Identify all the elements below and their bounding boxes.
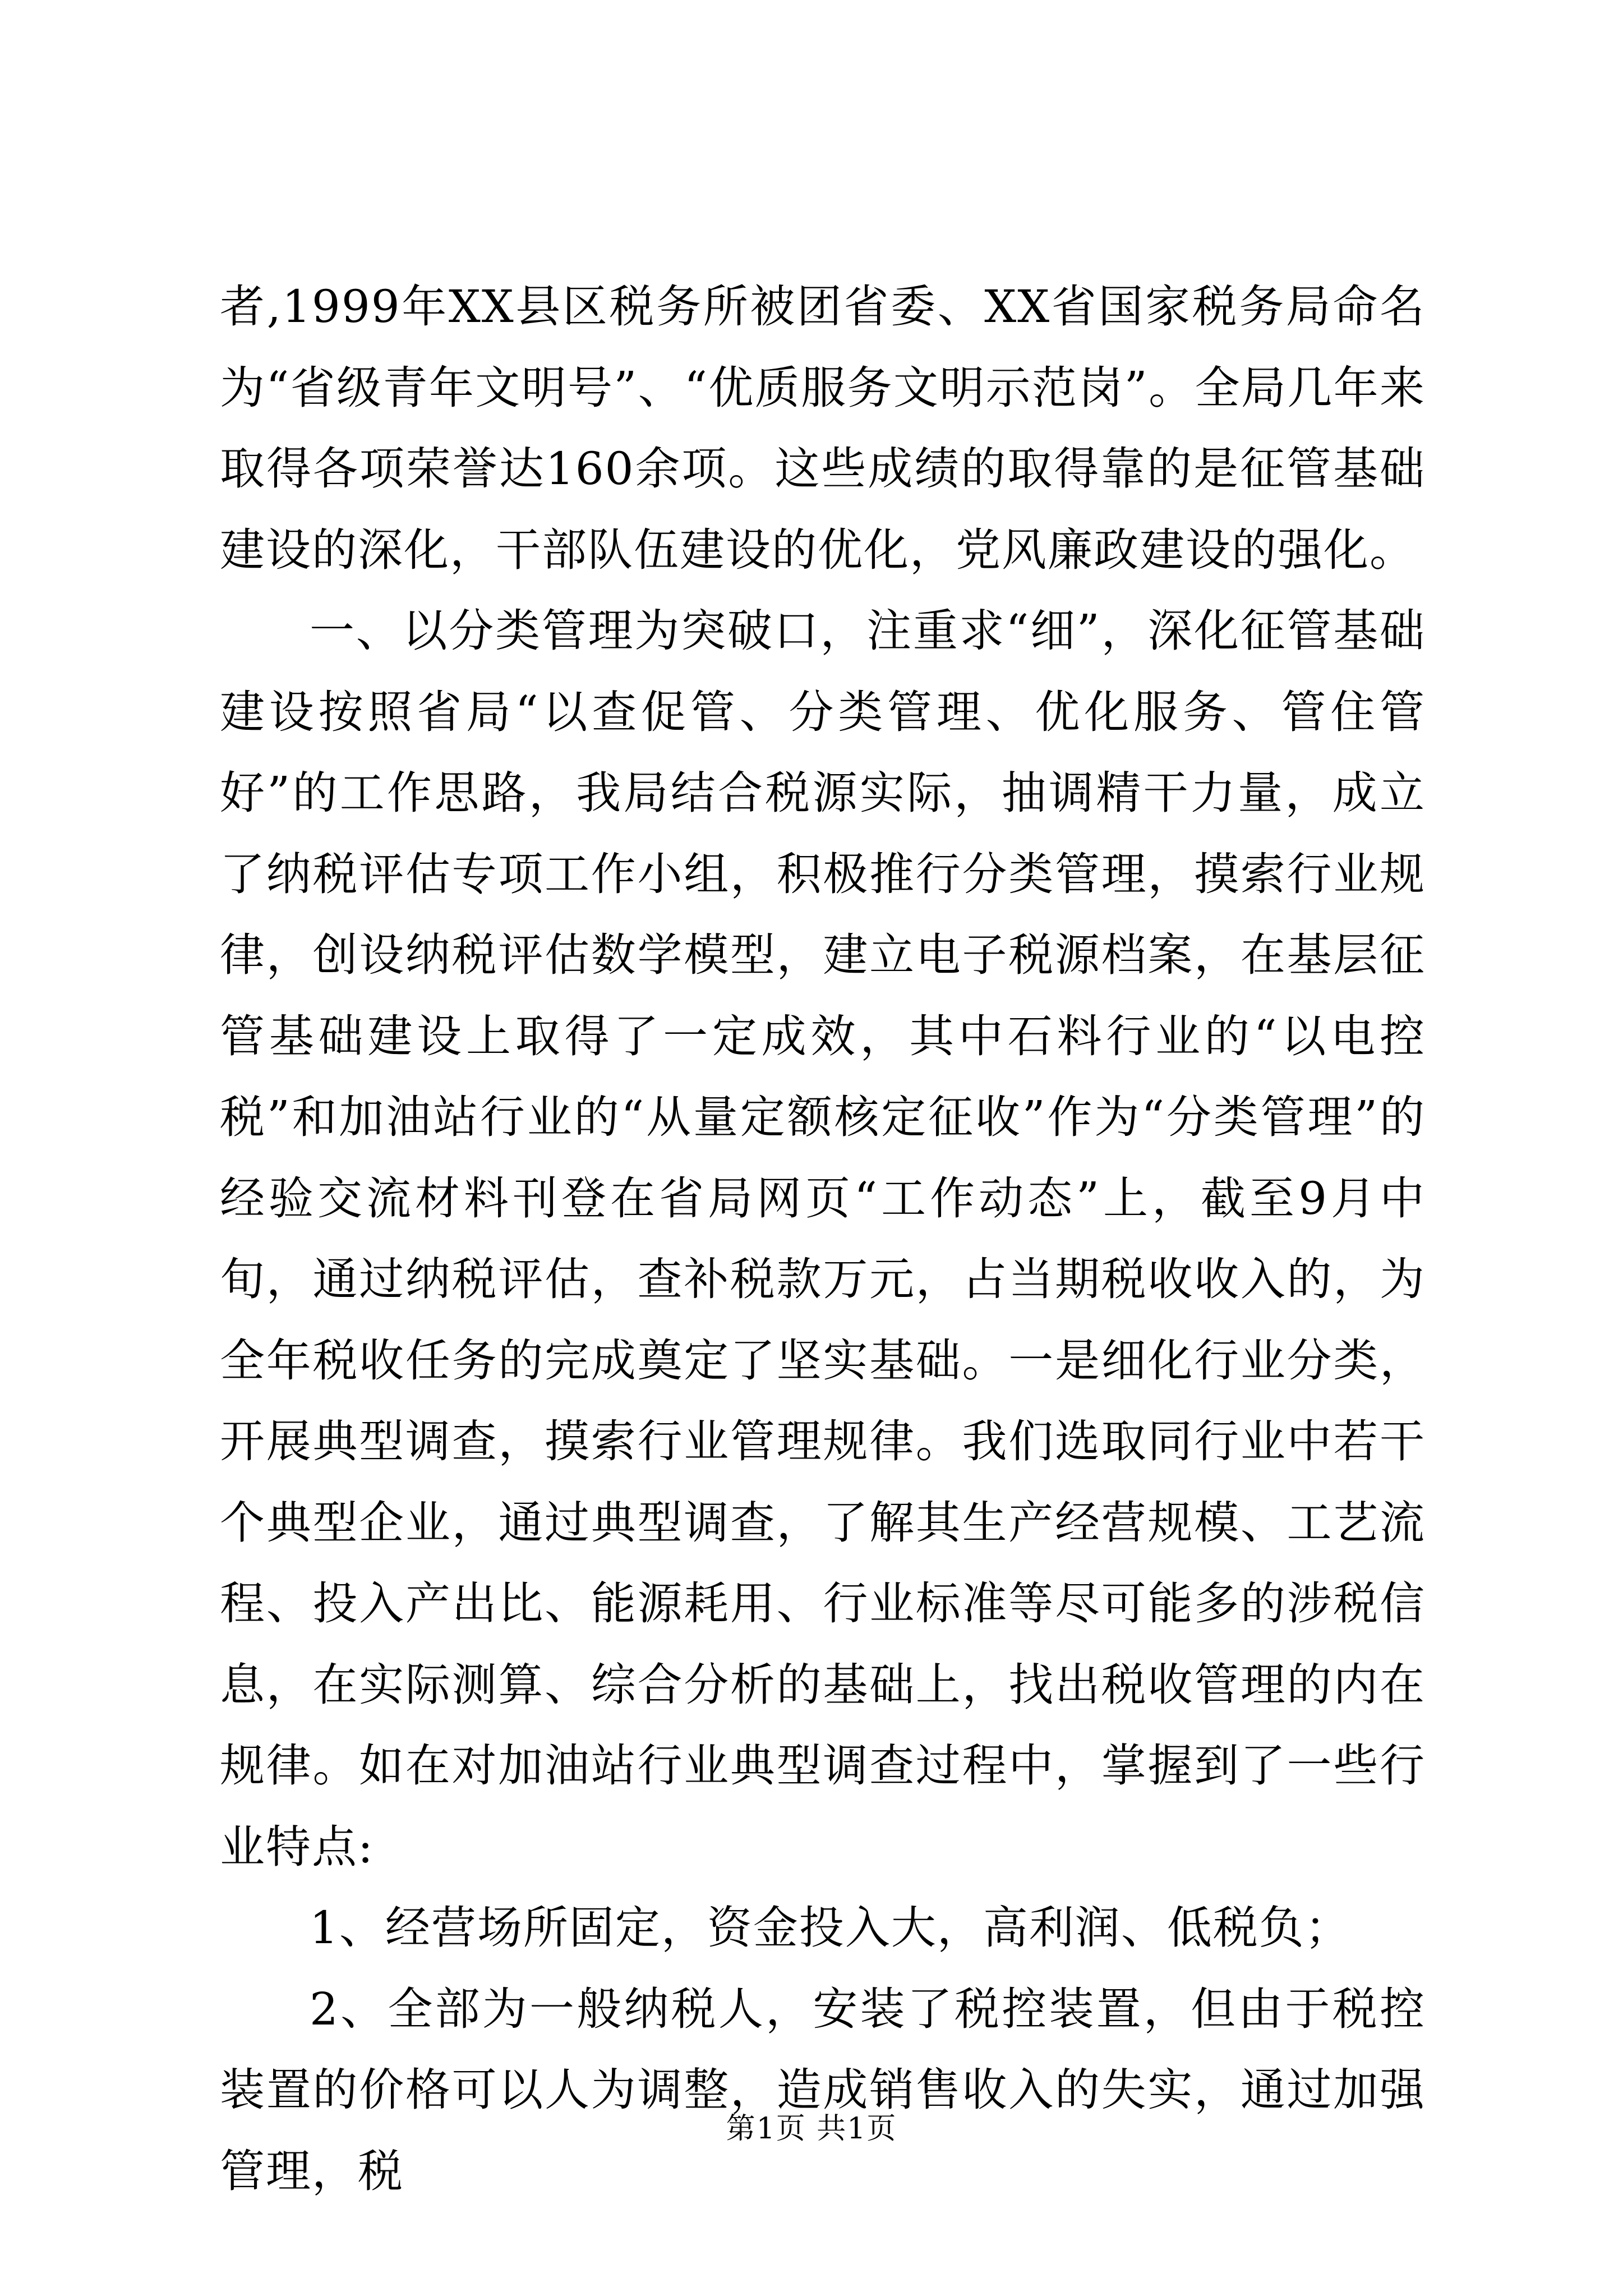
page-footer: 第1页 共1页 [726,2112,897,2146]
paragraph-3: 1、经营场所固定，资金投入大，高利润、低税负； [310,1902,1351,1954]
paragraph-1: 者,1999年XX县区税务所被团省委、XX省国家税务局命名为“省级青年文明号”、“优质服务文明示范岗”。全局几年来取得各项荣誉达160余项。这些成绩的取得靠的是征管基础建设的深化，干部队伍建设的优化，党风廉政建设的强化。 [220,280,1426,576]
document-body [220,266,1426,2212]
paragraph-4: 2、全部为一般纳税人，安装了税控装置，但由于税控装置的价格可以人为调整，造成销售收入的失实，通过加强管理，税 [220,1982,1426,2197]
paragraph-2: 一、以分类管理为突破口，注重求“细”，深化征管基础建设按照省局“以查促管、分类管理、优化服务、管住管好”的工作思路，我局结合税源实际，抽调精干力量，成立了纳税评估专项工作小组，积极推行分类管理，摸索行业规律，创设纳税评估数学模型，建立电子税源档案，在基层征管基础建设上取得了一定成效，其中石料行业的“以电控税”和加油站行业的“从量定额核定征收”作为“分类管理”的经验交流材料刊登在省局网页“工作动态”上，截至9月中旬，通过纳税评估，查补税款万元，占当期税收收入的，为全年税收任务的完成奠定了坚实基础。一是细化行业分类，开展典型调查，摸索行业管理规律。我们选取同行业中若干个典型企业，通过典型调查，了解其生产经营规模、工艺流程、投入产出比、能源耗用、行业标准等尽可能多的涉税信息，在实际测算、综合分析的基础上，找出税收管理的内在规律。如在对加油站行业典型调查过程中，掌握到了一些行业特点: [220,605,1426,1873]
